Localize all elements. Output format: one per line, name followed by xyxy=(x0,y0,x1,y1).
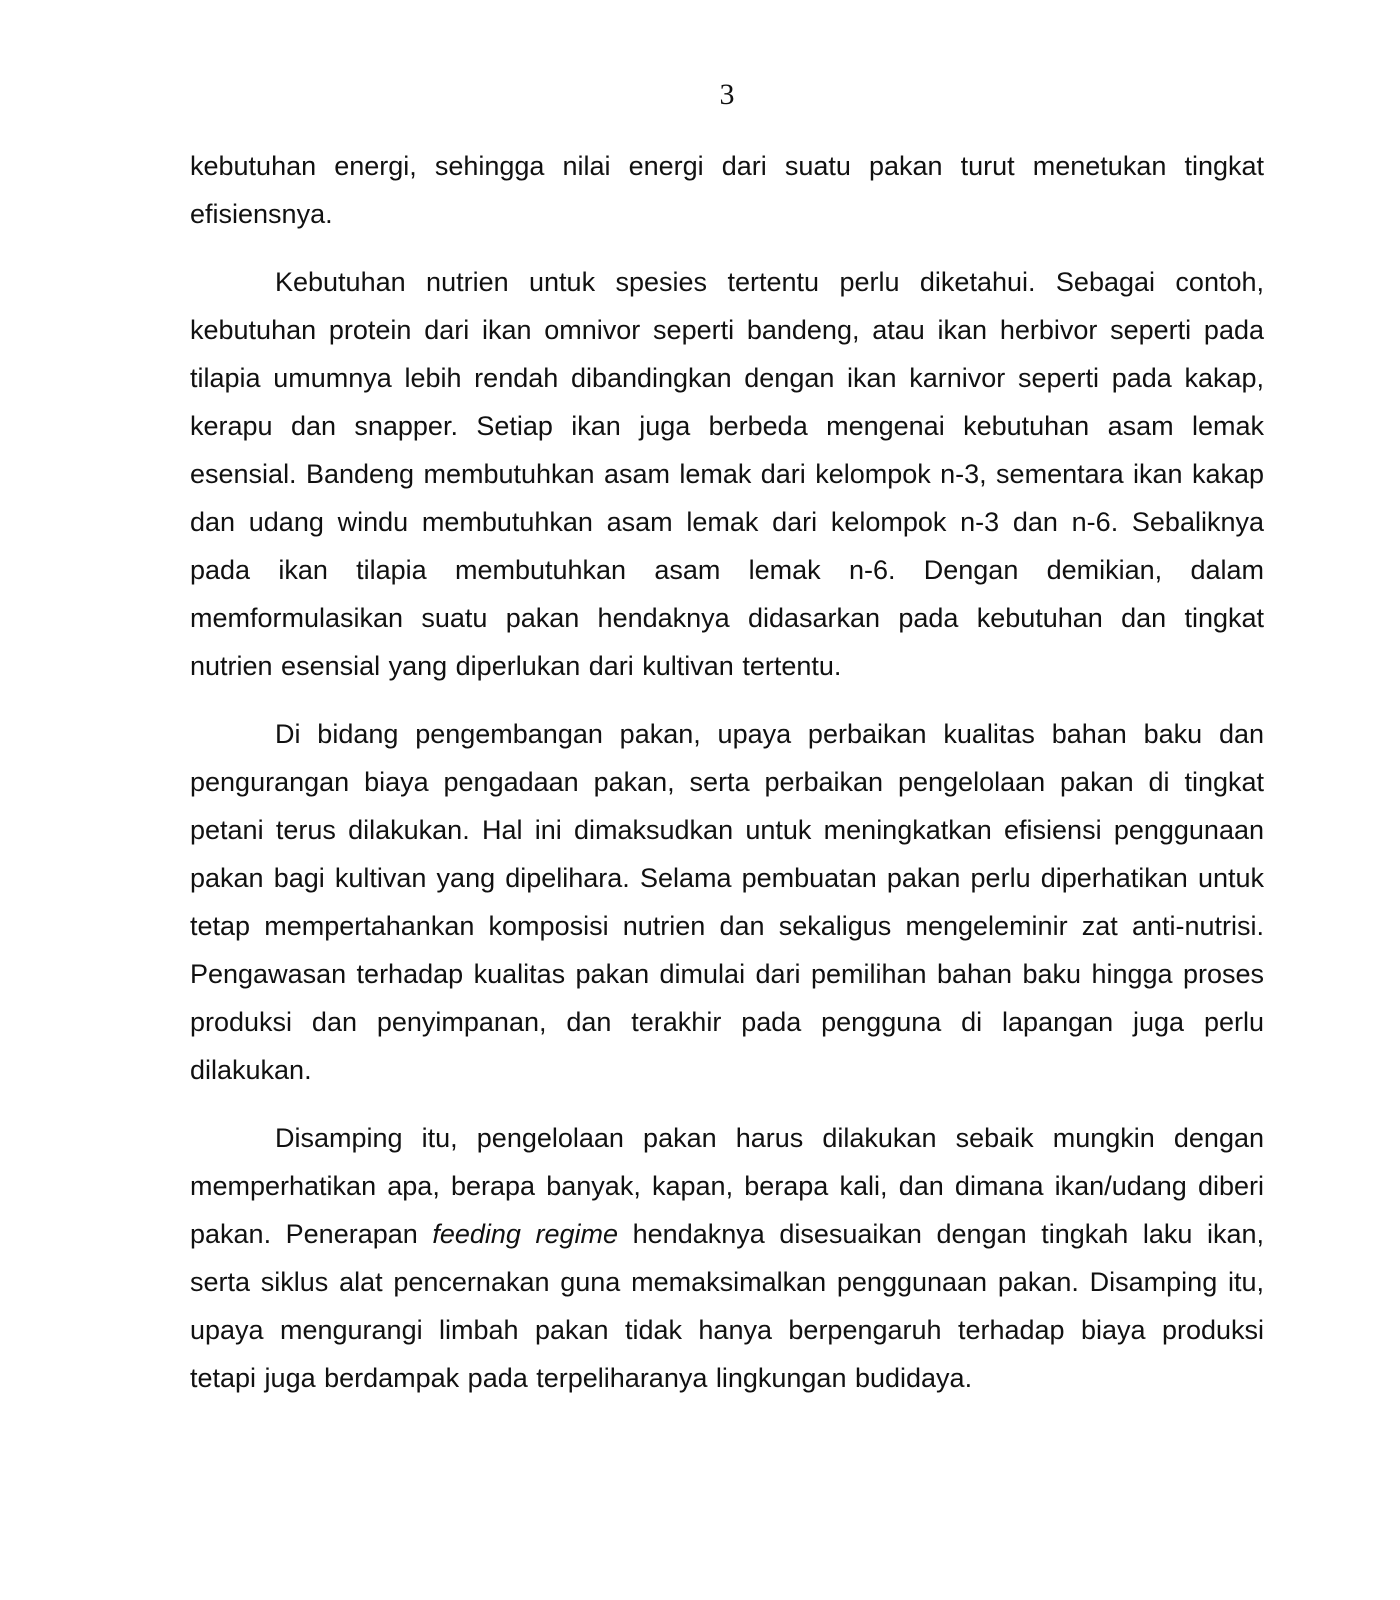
feeding-regime-italic-term: feeding regime xyxy=(432,1219,619,1249)
paragraph-feed-development: Di bidang pengembangan pakan, upaya perbaikan kualitas bahan baku dan pengurangan biaya pengadaan pakan, serta perbaikan pengelolaan pakan di tingkat petani terus dilakukan. Hal ini dimaksudkan untuk meningkatkan efisiensi penggunaan pakan bagi kultivan yang dipelihara. Selama pembuatan pakan perlu diperhatikan untuk tetap mempertahankan komposisi nutrien dan sekaligus mengeleminir zat anti-nutrisi. Pengawasan terhadap kualitas pakan dimulai dari pemilihan bahan baku hingga proses produksi dan penyimpanan, dan terakhir pada pengguna di lapangan juga perlu dilakukan. xyxy=(190,719,1264,1085)
paragraph-continuation: kebutuhan energi, sehingga nilai energi dari suatu pakan turut menetukan tingkat efisiensnya. xyxy=(190,151,1264,229)
page-content xyxy=(190,142,1264,1422)
paragraph-feed-management xyxy=(190,1114,1264,1402)
paragraph-nutrient-requirements: Kebutuhan nutrien untuk spesies tertentu perlu diketahui. Sebagai contoh, kebutuhan protein dari ikan omnivor seperti bandeng, atau ikan herbivor seperti pada tilapia umumnya lebih rendah dibandingkan dengan ikan karnivor seperti pada kakap, kerapu dan snapper. Setiap ikan juga berbeda mengenai kebutuhan asam lemak esensial. Bandeng membutuhkan asam lemak dari kelompok n-3, sementara ikan kakap dan udang windu membutuhkan asam lemak dari kelompok n-3 dan n-6. Sebaliknya pada ikan tilapia membutuhkan asam lemak n-6. Dengan demikian, dalam memformulasikan suatu pakan hendaknya didasarkan pada kebutuhan dan tingkat nutrien esensial yang diperlukan dari kultivan tertentu. xyxy=(190,267,1264,681)
page-number: 3 xyxy=(719,78,735,111)
feed-management-segment-2: hendaknya disesuaikan dengan tingkah laku ikan, serta siklus alat pencernakan guna memaksimalkan penggunaan pakan. Disamping itu, upaya mengurangi limbah pakan tidak hanya berpengaruh terhadap biaya produksi tetapi juga berdampak pada terpeliharanya lingkungan budidaya. xyxy=(190,1219,1264,1393)
feed-management-segment-1: Disamping itu, pengelolaan pakan harus dilakukan sebaik mungkin dengan memperhatikan apa, berapa banyak, kapan, berapa kali, dan dimana ikan/udang diberi pakan. Penerapan xyxy=(190,1123,1264,1249)
